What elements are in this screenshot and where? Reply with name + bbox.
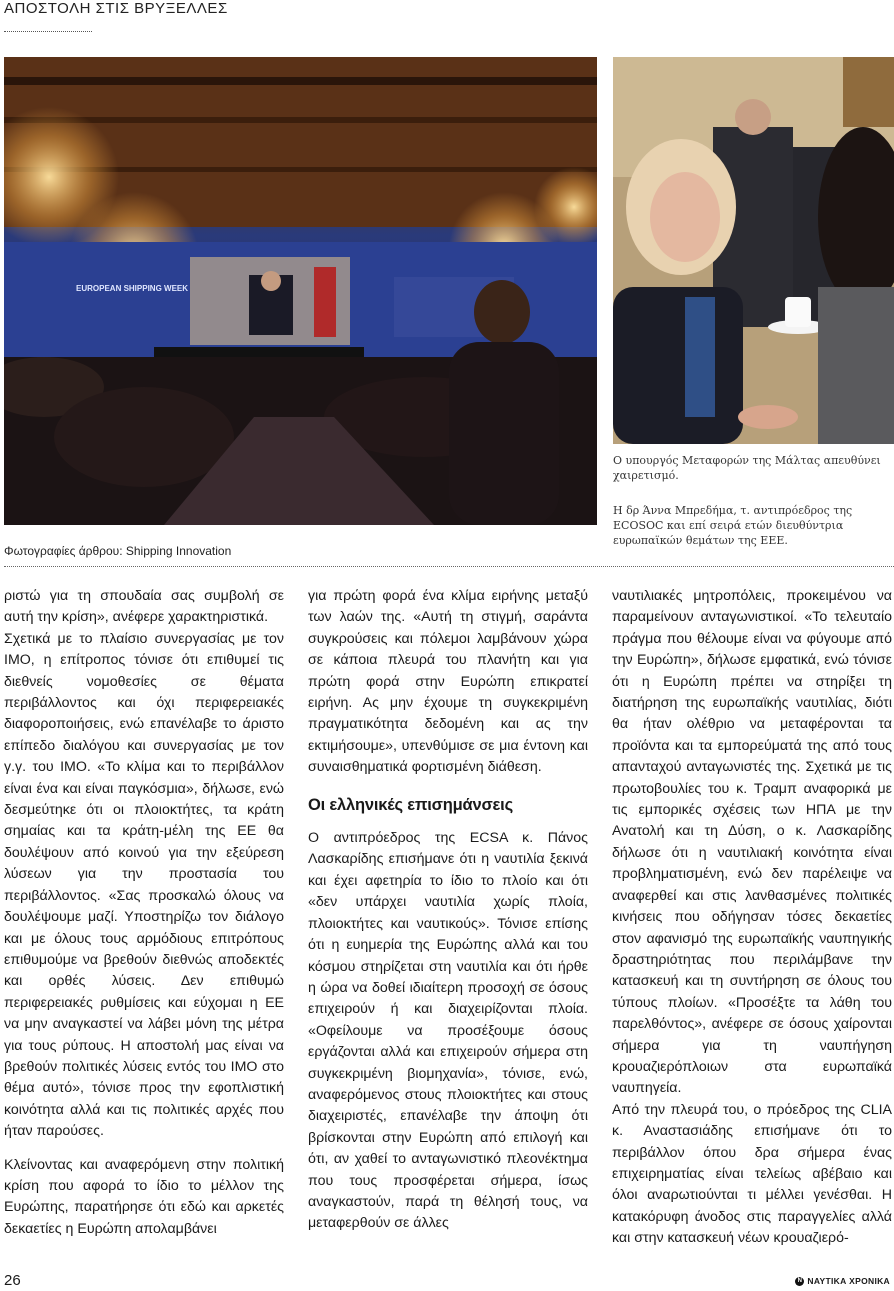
section-title: ΑΠΟΣΤΟΛΗ ΣΤΙΣ ΒΡΥΞΕΛΛΕΣ [4, 0, 228, 17]
subheading-greek-remarks: Οι ελληνικές επισημάνσεις [308, 795, 513, 814]
paragraph: ριστώ για τη σπουδαία σας συμβολή σε αυτή την κρίση», ανέφερε χαρακτηριστικά. [4, 588, 284, 626]
photo-credit: Φωτογραφίες άρθρου: Shipping Innovation [4, 544, 232, 558]
section-divider [4, 566, 894, 567]
event-logo-text: EUROPEAN SHIPPING WEEK [76, 284, 189, 293]
article-column-3 [612, 586, 892, 1250]
page-number: 26 [4, 1272, 21, 1289]
title-rule [4, 31, 92, 32]
article-column-2 [308, 586, 588, 1235]
magazine-name [795, 1276, 890, 1286]
caption-anna-bredima: Η δρ Άννα Μπρεδήμα, τ. αντιπρόεδρος της ECOSOC και επί σειρά ετών διευθύντρια ευρωπαϊκών θεμάτων της ΕΕΕ. [613, 504, 853, 547]
paragraph: για πρώτη φορά ένα κλίμα ειρήνης μεταξύ των λαών της. «Αυτή τη στιγμή, σαράντα συγκρούσεις και πόλεμοι λαμβάνουν χώρα σε κάποια πλευρά του πλανήτη και για πρώτη φορά στην Ευρώπη επικρατεί ειρήνη. Ας μην έχουμε τη συγκεκριμένη πραγματικότητα δεδομένη και ας την εκτιμήσουμε», υπενθύμισε σε μια έντονη και συναισθηματικά φορτισμένη διάθεση. [308, 588, 588, 776]
paragraph: Από την πλευρά του, ο πρόεδρος της CLIA κ. Αναστασιάδης επισήμανε ότι το περιβάλλον όπου δρα σήμερα ένας επιχειρηματίας είναι τελείως αβέβαιο και όλοι αναρωτιούνται τι μέλλει γενέσθαι. Η κατακόρυφη άνοδος στις παραγγελίες αλλά και στην κατασκευή νέων κρουαζιερό- [612, 1101, 892, 1247]
paragraph: Ο αντιπρόεδρος της ECSA κ. Πάνος Λασκαρίδης επισήμανε ότι η ναυτιλία ξεκινά και έχει αφετηρία το ίδιο το πλοίο και ότι «δεν υπάρχει ναυτιλία χωρίς πλοία, πλοιοκτήτες και ναυτικούς». Τόνισε επίσης ότι η ευημερία της Ευρώπης αλλά και του κόσμου στηρίζεται στη ναυτιλία και ότι ήρθε η ώρα να δοθεί ιδιαίτερη προσοχή σε όσους επιχειρούν ή και διαχειρίζονται πλοία. «Οφείλουμε να προσέξουμε όσους εργάζονται αλλά και επιχειρούν σήμερα στη συγκεκριμένη βιομηχανία», τόνισε, ενώ, αναφερόμενος στους πλοιοκτήτες και στους διαχειριστές, επανέλαβε την άποψη ότι βρίσκονται στην Ευρώπη από επιλογή και ότι, αν χαθεί το ανταγωνιστικό πλεονέκτημα που τους προσφέρεται σήμερα, ίσως αναγκαστούν, παρά τη θέλησή τους, να μεταφερθούν σε άλλες [308, 830, 588, 1232]
paragraph: ναυτιλιακές μητροπόλεις, προκειμένου να παραμείνουν ανταγωνιστικοί. «Το τελευταίο πράγμα που θέλουμε είναι να φύγουμε από την Ευρώπη», δήλωσε εμφατικά, ενώ τόνισε ότι η Ευρώπη πρέπει να στηρίξει τη διατήρηση της ευρωπαϊκής ναυτιλίας, διότι θα ήταν ολέθριο να μεταφέρονται τα προϊόντα και τα εμπορεύματά της από τους απανταχού ανταγωνιστές της. Σχετικά με τις πρωτοβουλίες του κ. Τραμπ αναφορικά με τις εμπορικές σχέσεις των ΗΠΑ με την Ανατολή και τη Δύση, ο κ. Λασκαρίδης δήλωσε ότι η ναυτιλιακή κοινότητα είναι προβληματισμένη, ενώ δεν παρέλειψε να αναφερθεί και στις λανθασμένες πολιτικές κινήσεις που οδήγησαν τόσες δεκαετίες στον αφανισμό της ευρωπαϊκής ναυπηγικής δραστηριότητας που περιλάμβανε την κατασκευή και τη συντήρηση σε όλους του τύπους πλοίων. «Προσέξτε τα λάθη του παρελθόντος», ανέφερε σε όσους χαίρονται σήμερα για τη ναυπήγηση κρουαζιερόπλοιων στα ευρωπαϊκά ναυπηγεία. [612, 588, 892, 1097]
caption-malta-minister: Ο υπουργός Μεταφορών της Μάλτας απευθύνει χαιρετισμό. [613, 454, 881, 482]
magazine-logo-icon: N [795, 1277, 804, 1286]
paragraph: Κλείνοντας και αναφερόμενη στην πολιτική κρίση που αφορά το ίδιο το μέλλον της Ευρώπης, παρατήρησε ότι εδώ και αρκετές δεκαετίες η Ευρώπη απολαμβάνει [4, 1156, 284, 1237]
paragraph: Σχετικά με το πλαίσιο συνεργασίας με τον ΙΜΟ, η επίτροπος τόνισε ότι επιθυμεί τις διεθνείς νομοθεσίες σε θέματα περιβάλλοντος και όχι περιφερειακές διαφοροποιήσεις, ενώ επανέλαβε το άριστο επίπεδο διαλόγου και συνεργασίας με τον γ.γ. του ΙΜΟ. «Το κλίμα και το περιβάλλον είναι ένα και είναι παγκόσμια», δήλωσε, ενώ δεσμεύτηκε ότι οι πλοιοκτήτες, τα κράτη σημαίας και τα κράτη-μέλη της ΕΕ θα δουλέψουν από κοινού για την εξεύρεση λύσεων για την προστασία του περιβάλλοντος. «Σας προσκαλώ όλους να δουλέψουμε μαζί. Υποστηρίζω τον διάλογο και με όλους τους αρμόδιους επιτρόπους επιθυμούμε να βρεθούν διεθνώς αποδεκτές και ορθές λύσεις. Δεν επιθυμώ περιφερειακές ρυθμίσεις και εύχομαι η ΕΕ να μην αναγκαστεί να λάβει μόνη της μέτρα για τους ρύπους. Η αποστολή μας είναι να βρεθούν πολιτικές λύσεις εντός του ΙΜΟ στο θέμα αυτό», τόνισε προς την εφοπλιστική κοινότητα αλλά και τις πολιτικές αρχές που ήταν παρούσες. [4, 630, 284, 1140]
two-women-photo [613, 57, 894, 444]
article-column-1 [4, 586, 284, 1240]
conference-hall-photo [4, 57, 597, 525]
magazine-title: ΝΑΥΤΙΚΑ ΧΡΟΝΙΚΑ [807, 1276, 890, 1286]
